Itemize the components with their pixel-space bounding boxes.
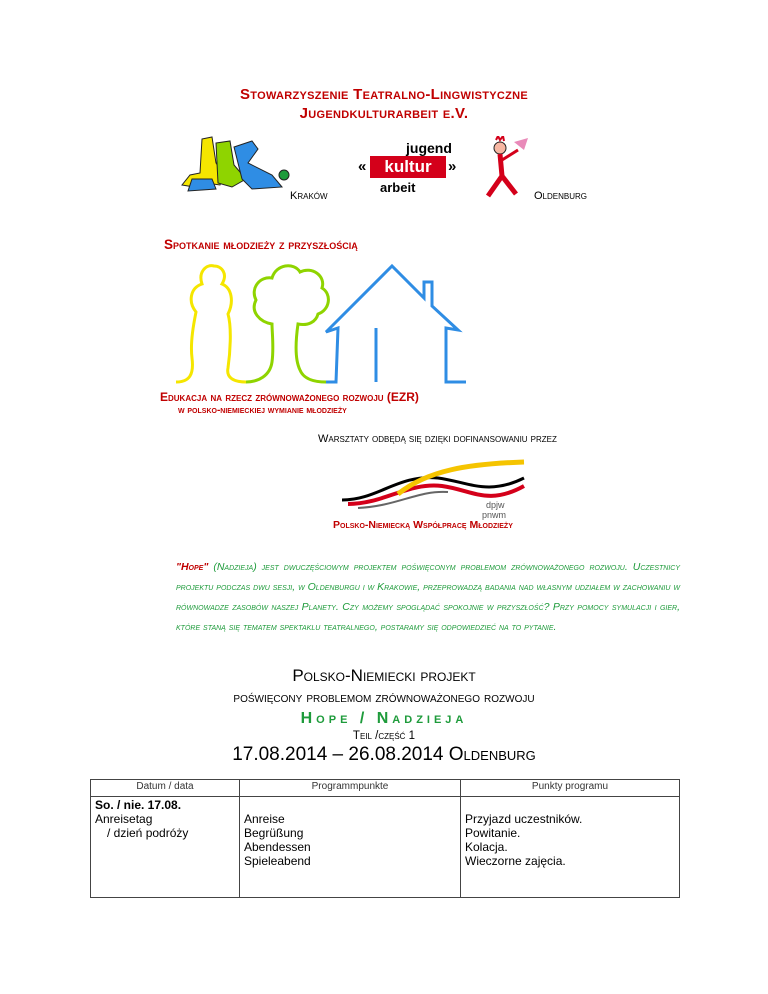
ezr-line2: w polsko-niemieckiej wymianie młodzieży [178, 405, 347, 416]
date-line2: Anreisetag [95, 812, 153, 826]
description-text: (Nadzieja) jest dwuczęściowym projektem poświęconym problemom zrównoważonego rozwoju. Uczestnicy projektu podczas dwu sesji, w Oldenburgu i w Krakowie, przeprowadzą badania nad własnym udziałem w zachowaniu w równowadze zasobów naszej Planety. Czy możemy spoglądać spokojnie w przyszłość? Przy pomocy symulacji i gier, które staną się tematem spektaklu teatralnego, postaramy się odpowiedzieć na to pytanie. [176, 561, 680, 633]
project-title: Polsko-Niemiecki projekt [292, 666, 476, 685]
meeting-title: Spotkanie młodzieży z przyszłością [164, 237, 358, 252]
date-bold: So. / nie. 17.08. [95, 798, 182, 812]
project-part: Teil /część 1 [352, 730, 416, 742]
pnwm-logo-text2: pnwm [482, 510, 507, 520]
list-item: Anreise [244, 812, 285, 826]
table-header-row [91, 780, 680, 797]
pl-cell [461, 797, 680, 898]
pnwm-name: Polsko-Niemiecką Współpracę Młodzieży [333, 519, 513, 531]
header-date: Datum / data [91, 780, 240, 797]
program-table [90, 779, 680, 898]
date-cell [91, 797, 240, 898]
dancer-icon [478, 136, 534, 200]
city-right: Oldenburg [534, 190, 588, 202]
list-item: Powitanie. [465, 826, 521, 840]
list-item: Przyjazd uczestników. [465, 812, 583, 826]
project-name: Hope / Nadzieja [300, 710, 468, 727]
list-item: Begrüßung [244, 826, 304, 840]
list-item: Spieleabend [244, 854, 311, 868]
list-item: Abendessen [244, 840, 311, 854]
list-item: Kolacja. [465, 840, 508, 854]
table-row [91, 797, 680, 898]
funding-line: Warsztaty odbędą się dzięki dofinansowaniu przez [318, 433, 557, 445]
org-name-line1: Stowarzyszenie Teatralno-Lingwistyczne [239, 86, 529, 103]
hope-word: "Hope" [176, 561, 209, 573]
person-tree-house-illustration [176, 258, 466, 388]
header-programmpunkte: Programmpunkte [240, 780, 461, 797]
date-line3: / dzień podróży [107, 826, 189, 840]
org-name-line2: Jugendkulturarbeit e.V. [299, 105, 469, 122]
description-paragraph [176, 557, 680, 637]
pnwm-logo-text1: dpjw [486, 500, 505, 510]
jugendkulturarbeit-logo: jugend « kultur » arbeit [358, 140, 457, 195]
header-punkty: Punkty programu [461, 780, 680, 797]
ezr-line1: Edukacja na rzecz zrównoważonego rozwoju (EZR) [160, 390, 419, 404]
de-cell [240, 797, 461, 898]
krakow-logo [172, 135, 292, 197]
city-left: Kraków [290, 190, 328, 202]
project-dates: 17.08.2014 – 26.08.2014 Oldenburg [232, 744, 536, 765]
list-item: Wieczorne zajęcia. [465, 854, 566, 868]
project-subtitle: poświęcony problemom zrównoważonego rozwoju [233, 690, 535, 706]
